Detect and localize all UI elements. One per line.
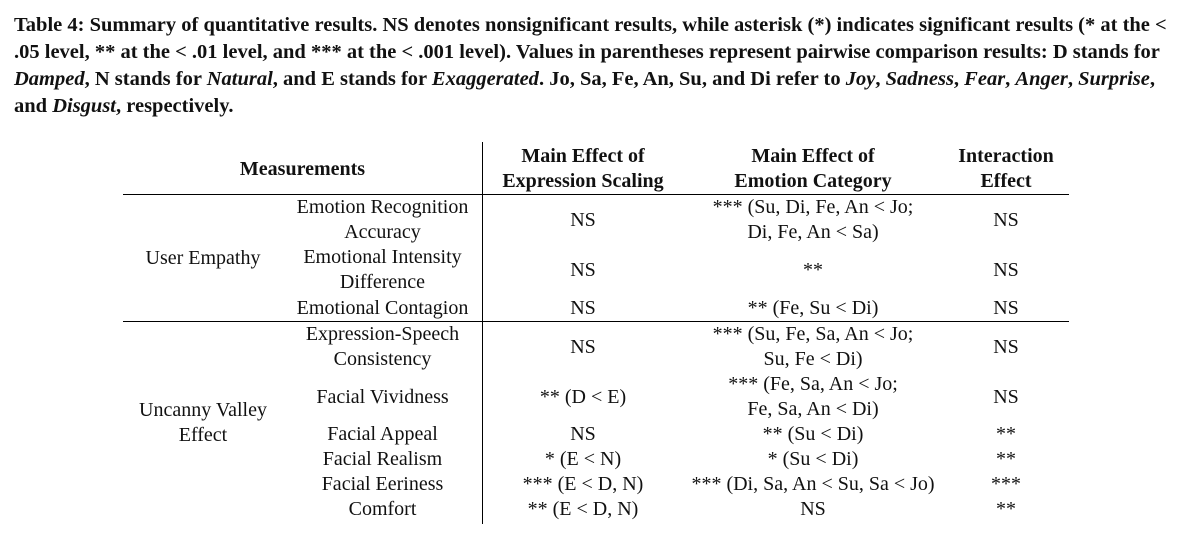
emotion-cell: ** (Fe, Su < Di) [747,296,879,319]
caption-joy: Joy [845,68,876,90]
measurement-line: Emotional Intensity [303,246,462,268]
header-text: Expression Scaling [502,170,664,192]
group-uncanny-valley [123,322,1069,524]
interaction-cell: *** [991,473,1021,495]
emotion-cell: * (Su < Di) [767,448,859,470]
scaling-cell: NS [570,208,596,231]
table-row [283,195,1069,245]
emotion-cell [683,195,943,245]
scaling-cell: ** (D < E) [539,385,627,408]
emotion-cell: NS [800,498,826,520]
measurement-line: Difference [339,271,426,293]
table-row [283,295,1069,321]
caption-anger: Anger [1015,68,1068,90]
results-table [123,142,1069,524]
scaling-cell: * (E < N) [544,448,622,470]
measurement-cell: Facial Eeriness [321,473,444,495]
emotion-line: Fe, Sa, An < Di) [747,398,879,420]
emotion-cell: ** [803,258,823,281]
scaling-cell: NS [570,335,596,358]
interaction-cell: ** [996,423,1016,445]
caption-sep: , [953,68,965,90]
scaling-cell: *** (E < D, N) [522,473,644,495]
group-label-line: Effect [178,424,228,446]
measurement-line: Consistency [333,348,432,370]
table-caption [14,12,1186,120]
caption-damped: Damped [14,68,85,90]
caption-text-3: , and E stands for [272,68,432,90]
header-text: Interaction [958,145,1054,167]
interaction-cell: ** [996,448,1016,470]
caption-text-1: Summary of quantitative results. NS denotes nonsignificant results, while asterisk (*) indicates significant results (* at the < .05 level, ** at the < .01 level, and *** at the < .001 level). Values in parentheses represent pairwise comparison results: D stands for [14,14,1167,63]
scaling-cell: ** (E < D, N) [527,498,639,520]
caption-text-6: , respectively. [116,95,234,117]
caption-sep: , [1005,68,1016,90]
caption-sep: , [1067,68,1079,90]
caption-exaggerated: Exaggerated [431,68,539,90]
interaction-cell: NS [993,258,1019,281]
measurement-cell: Emotional Contagion [296,296,469,319]
caption-fear: Fear [964,68,1006,90]
caption-sep: , [875,68,886,90]
caption-disgust: Disgust [52,95,116,117]
scaling-cell: NS [570,296,596,319]
table-row [283,322,1069,372]
emotion-line: *** (Su, Fe, Sa, An < Jo; [712,323,914,345]
emotion-cell: *** (Di, Sa, An < Su, Sa < Jo) [691,473,935,495]
measurement-cell: Facial Vividness [316,385,449,408]
measurement-cell [283,245,482,295]
header-text: Emotion Category [734,170,892,192]
interaction-cell: NS [993,335,1019,358]
group-user-empathy [123,195,1069,322]
caption-text-5: , and [14,68,1155,117]
scaling-cell: NS [570,423,596,445]
group-label [123,398,283,448]
table-header [123,142,1069,195]
table-row [283,422,1069,447]
measurement-cell [283,322,482,372]
table-row [283,372,1069,422]
measurement-line: Accuracy [344,221,421,243]
table-row [283,472,1069,497]
header-text: Main Effect of [521,145,645,167]
measurement-cell: Facial Appeal [327,423,438,445]
scaling-cell: NS [570,258,596,281]
table-row [283,245,1069,295]
group-label: User Empathy [145,247,261,269]
group-label-line: Uncanny Valley [139,399,267,421]
caption-text-2: , N stands for [84,68,207,90]
caption-text-4: . Jo, Sa, Fe, An, Su, and Di refer to [538,68,846,90]
caption-sadness: Sadness [885,68,954,90]
table-row [283,497,1069,522]
emotion-line: Su, Fe < Di) [763,348,863,370]
emotion-cell: ** (Su < Di) [762,423,864,445]
header-measurements: Measurements [239,158,366,180]
header-interaction-effect [943,144,1069,194]
measurement-line: Expression-Speech [305,323,460,345]
emotion-line: *** (Fe, Sa, An < Jo; [728,373,898,395]
header-emotion-category [683,144,943,194]
interaction-cell: ** [996,498,1016,520]
emotion-line: *** (Su, Di, Fe, An < Jo; [712,196,914,218]
caption-natural: Natural [206,68,273,90]
caption-label: Table 4: [14,14,85,36]
measurement-cell: Facial Realism [322,448,443,470]
emotion-cell [683,322,943,372]
caption-surprise: Surprise [1078,68,1150,90]
emotion-line: Di, Fe, An < Sa) [747,221,879,243]
measurement-line: Emotion Recognition [296,196,469,218]
header-expression-scaling [483,144,683,194]
interaction-cell: NS [993,208,1019,231]
interaction-cell: NS [993,296,1019,319]
measurement-cell [283,195,482,245]
emotion-cell [683,372,943,422]
header-text: Main Effect of [751,145,875,167]
table-row [283,447,1069,472]
interaction-cell: NS [993,385,1019,408]
measurement-cell: Comfort [348,498,417,520]
header-text: Effect [980,170,1032,192]
